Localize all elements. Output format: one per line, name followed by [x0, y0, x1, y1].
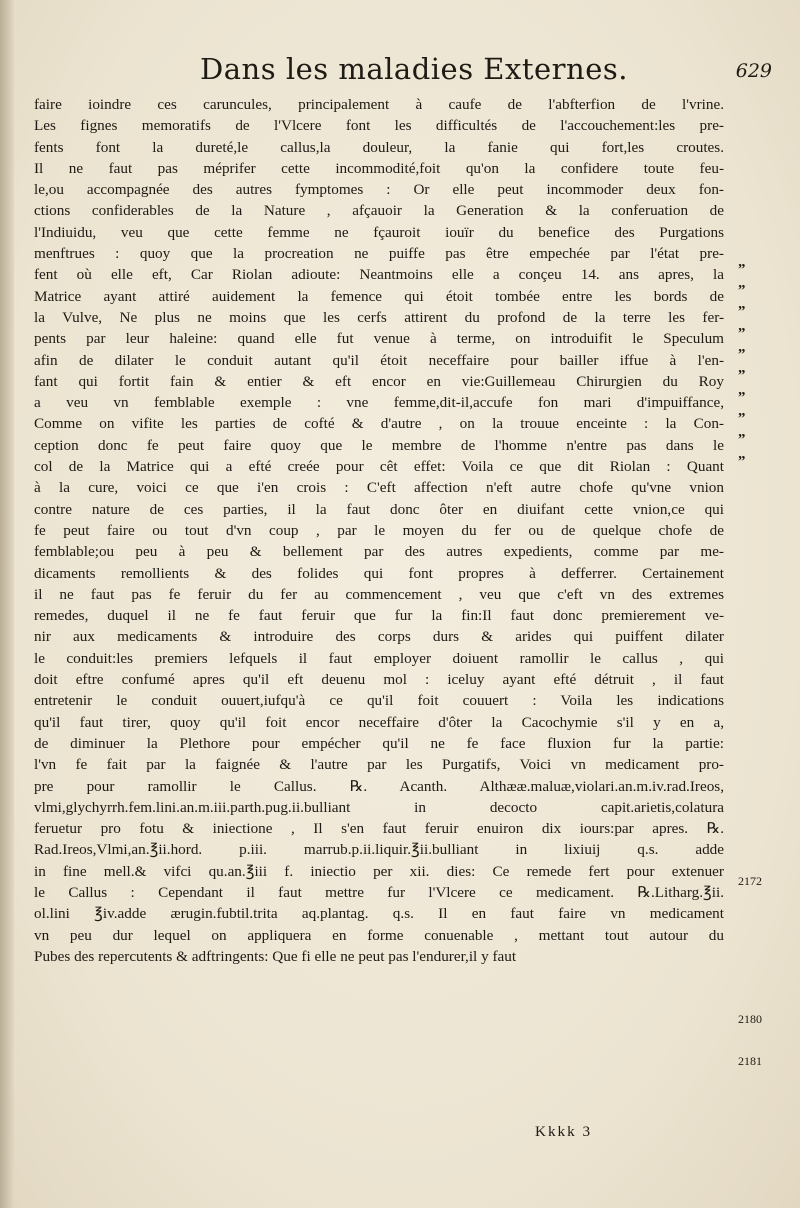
text-line: fant qui fortit fain & entier & eft encor en vie:Guillemeau Chirurgien du Roy — [34, 372, 724, 390]
margin-number: 2180 — [738, 1012, 762, 1026]
text-line: l'vn fe fait par la faignée & l'autre par les Purgatifs, Voici vn medicament pro- — [34, 756, 724, 774]
text-line: l'Indiuidu, veu que cette femme ne fçauroit iouïr du benefice des Purgations — [34, 223, 724, 241]
text-line: à la cure, voici ce que i'en crois : C'eft affection n'eft autre chofe qu'vne vnion — [34, 479, 724, 497]
text-line: ception donc fe peut faire quoy que le membre de l'homme n'entre pas dans le — [34, 436, 724, 454]
text-line: il ne faut pas fe feruir du fer au commencement , veu que c'eft vn des extremes — [34, 585, 724, 603]
text-line: qu'il faut tirer, quoy qu'il foit encor neceffaire d'ôter la Cacochymie s'il y en a, — [34, 713, 724, 731]
text-line: a veu vn femblable exemple : vne femme,dit-il,accufe fon mari d'impuiffance, — [34, 394, 724, 412]
text-line: la Vulve, Ne plus ne moins que les cerfs attirent du profond de la terre les fer- — [34, 308, 724, 326]
catchword: Kkkk 3 — [535, 1123, 593, 1140]
text-line: Comme on vifite les parties de cofté & d'autre , on la trouue enceinte : la Con- — [34, 415, 724, 433]
quote-mark: „ — [738, 254, 746, 270]
quote-mark: „ — [738, 382, 746, 398]
text-line: le Callus : Cependant il faut mettre fur l'Vlcere ce medicament. ℞.Litharg.℥ii. — [34, 883, 724, 901]
text-line: pents par leur haleine: quand elle fut venue à terme, on introduifit le Speculum — [34, 330, 724, 348]
text-line: ol.lini ℥iv.adde ærugin.fubtil.trita aq.plantag. q.s. Il en faut faire vn medicament — [34, 905, 724, 923]
running-head — [0, 52, 800, 92]
text-line: entretenir le conduit ouuert,iufqu'à ce qu'il foit couuert : Voila les indications — [34, 692, 724, 710]
text-line: ctions confiderables de la Nature , afçauoir la Generation & la conferuation de — [34, 202, 724, 220]
text-line: fents font la dureté,le callus,la douleur, la fanie qui fort,les croutes. — [34, 138, 724, 156]
page-title: Dans les maladies Externes. — [200, 52, 628, 86]
text-line: feruetur pro fotu & iniectione , Il s'en faut feruir enuiron dix iours:par apres. ℞. — [34, 820, 724, 838]
text-line: doit eftre confumé apres qu'il eft deuenu mol : iceluy ayant efté détruit , il faut — [34, 671, 724, 689]
text-line: le conduit:les premiers lefquels il faut employer doiuent ramollir le callus , qui — [34, 649, 724, 667]
margin-number: 2181 — [738, 1054, 762, 1068]
quote-mark: „ — [738, 360, 746, 376]
text-line: Matrice ayant attiré auidement la femence qui étoit tombée entre les bords de — [34, 287, 724, 305]
text-line: faire ioindre ces caruncules, principalement à caufe de l'abfterfion de l'vrine. — [34, 96, 724, 113]
text-line: afin de dilater le conduit autant qu'il étoit neceffaire pour bailler iffue à l'en- — [34, 351, 724, 369]
text-line: menftrues : quoy que la procreation ne puiffe pas être empechée par l'état pre- — [34, 245, 724, 263]
text-line: in fine mell.& vifci qu.an.℥iii f. iniectio per xii. dies: Ce remede fert pour extenuer — [34, 862, 724, 880]
text-line: remedes, duquel il ne fe faut feruir que fur la fin:Il faut donc premierement ve- — [34, 607, 724, 625]
page-number: 629 — [735, 60, 772, 82]
text-line: vn peu dur lequel on appliquera en forme conuenable , mettant tout autour du — [34, 926, 724, 944]
quote-mark: „ — [738, 446, 746, 462]
text-line: nir aux medicaments & introduire des corps durs & arides qui puiffent dilater — [34, 628, 724, 646]
text-line: de diminuer la Plethore pour empécher qu'il ne fe face fluxion fur la partie: — [34, 734, 724, 752]
text-line: Les fignes memoratifs de l'Vlcere font les difficultés de l'accouchement:les pre- — [34, 117, 724, 135]
text-line: vlmi,glychyrrh.fem.lini.an.m.iii.parth.pug.ii.bulliant in decocto capit.arietis,colatura — [34, 798, 724, 816]
text-line: col de la Matrice qui a efté creée pour cêt effet: Voila ce que dit Riolan : Quant — [34, 458, 724, 476]
quote-mark: „ — [738, 296, 746, 312]
text-line: le,ou accompagnée des autres fymptomes : Or elle peut incommoder deux fon- — [34, 181, 724, 199]
quote-mark: „ — [738, 318, 746, 334]
text-line: fe peut faire ou tout d'vn coup , par le moyen du fer ou de quelque chofe de — [34, 521, 724, 539]
body-text — [34, 94, 724, 967]
quote-mark: „ — [738, 275, 746, 291]
text-line: femblable;ou peu à peu & bellement par des autres expedients, comme par me- — [34, 543, 724, 561]
margin-number: 2172 — [738, 874, 762, 888]
quote-mark: „ — [738, 403, 746, 419]
quote-mark: „ — [738, 339, 746, 355]
quote-mark: „ — [738, 424, 746, 440]
text-line: Pubes des repercutents & adftringents: Que fi elle ne peut pas l'endurer,il y faut — [34, 947, 517, 965]
text-line: pre pour ramollir le Callus. ℞. Acanth. Althææ.maluæ,violari.an.m.iv.rad.Ireos, — [34, 777, 724, 795]
text-line: fent où elle eft, Car Riolan adioute: Neantmoins elle a conçeu 14. ans apres, la — [34, 266, 724, 284]
text-line: dicaments remollients & des folides qui font propres à defferrer. Certainement — [34, 564, 724, 582]
text-line: Rad.Ireos,Vlmi,an.℥ii.hord. p.iii. marrub.p.ii.liquir.℥ii.bulliant in lixiuij q.s. adde — [34, 841, 724, 859]
binding-gutter — [0, 0, 14, 1208]
text-line: Il ne faut pas méprifer cette incommodité,foit qu'on la confidere toute feu- — [34, 159, 724, 177]
text-line: contre nature de ces parties, il la faut donc ôter en diuifant cette vnion,ce qui — [34, 500, 724, 518]
